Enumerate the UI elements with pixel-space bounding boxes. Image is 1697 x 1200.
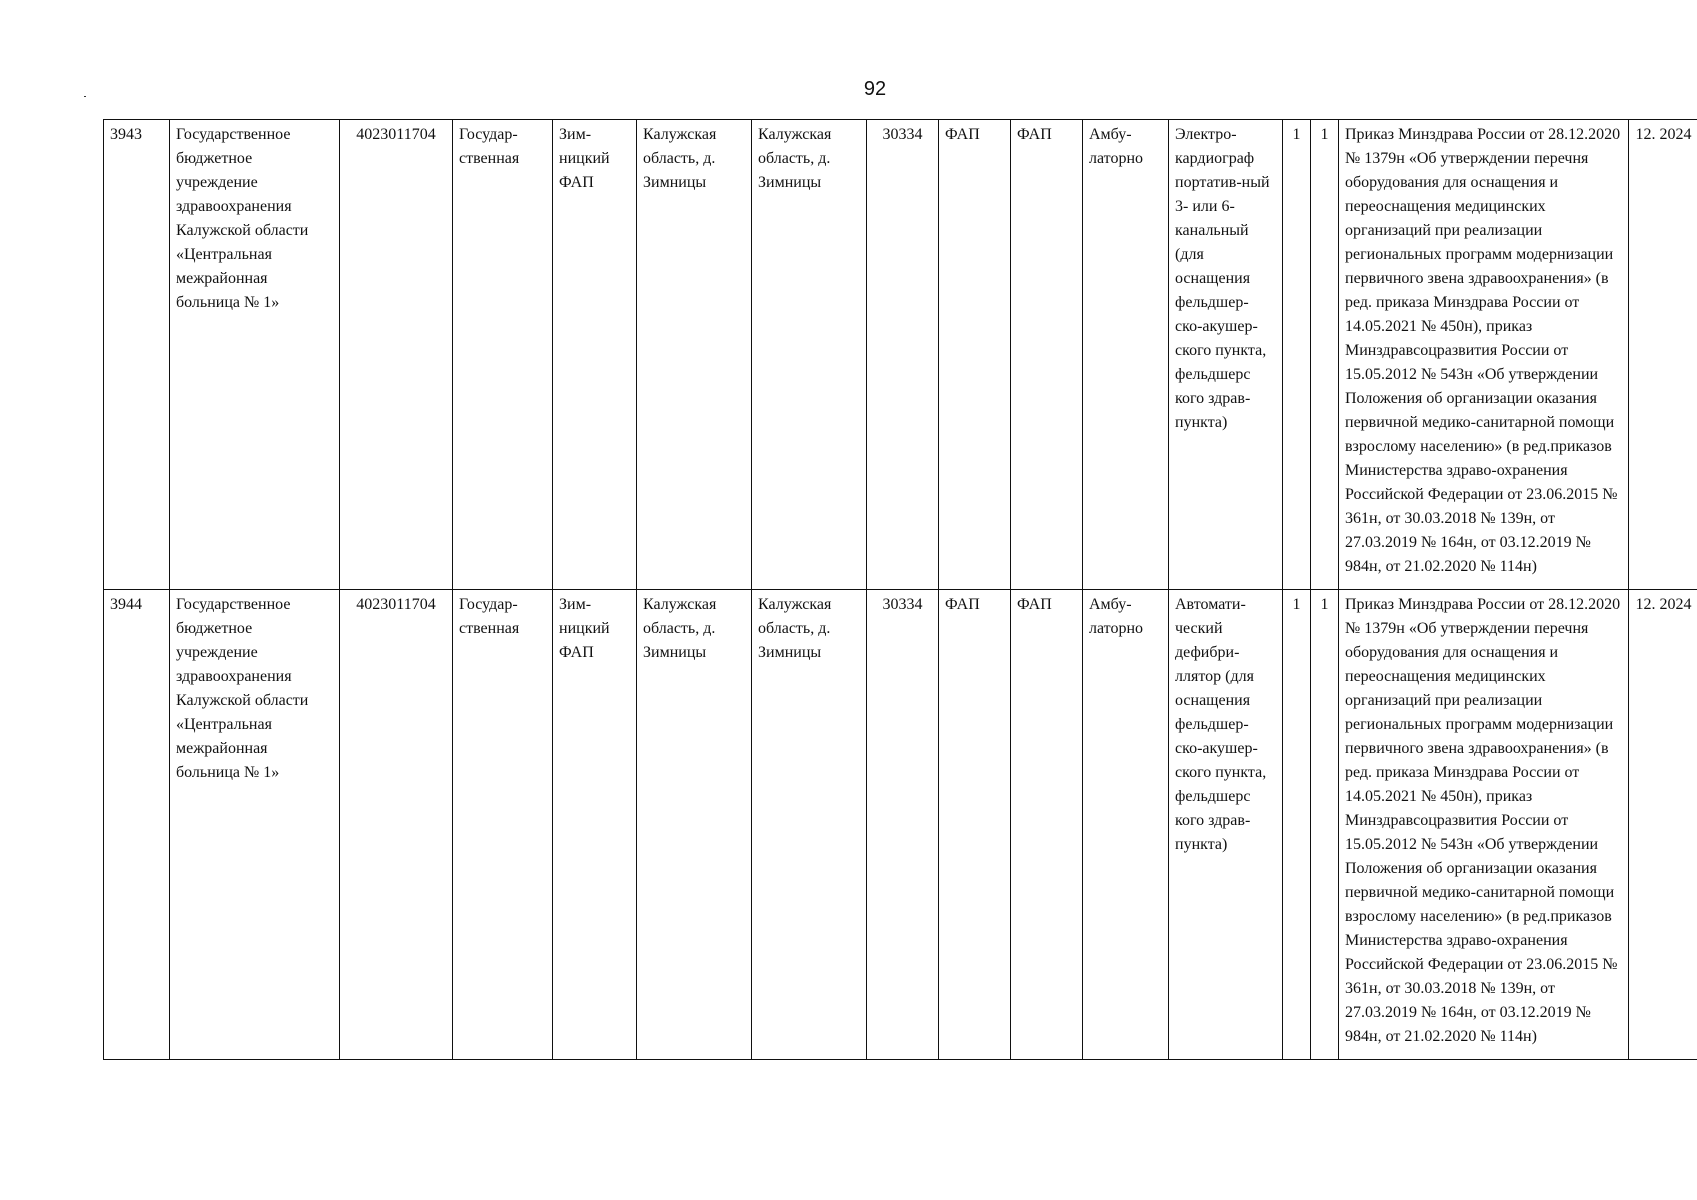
inn: 4023011704 (340, 590, 453, 1060)
delivery-date: 12. 2024 (1629, 120, 1697, 590)
address-secondary: Калужская область, д. Зимницы (752, 120, 867, 590)
ownership: Государ-ственная (453, 120, 553, 590)
quantity-total: 1 (1311, 120, 1339, 590)
table-row (104, 590, 1697, 1060)
quantity-planned: 1 (1283, 590, 1311, 1060)
quantity-total: 1 (1311, 590, 1339, 1060)
delivery-date: 12. 2024 (1629, 590, 1697, 1060)
subdivision: Зим-ницкий ФАП (553, 590, 637, 1060)
facility-type: ФАП (939, 120, 1011, 590)
facility-subtype: ФАП (1011, 590, 1083, 1060)
legal-basis: Приказ Минздрава России от 28.12.2020 № 1379н «Об утверждении перечня оборудования для оснащения и переоснащения медицинских организаций при реализации региональных программ модернизации первичного звена здравоохранения» (в ред. приказа Минздрава России от 14.05.2021 № 450н), приказ Минздравсоцразвития России от 15.05.2012 № 543н «Об утверждении Положения об организации оказания первичной медико-санитарной помощи взрослому населению» (в ред.приказов Министерства здраво-охранения Российской Федерации от 23.06.2015 № 361н, от 30.03.2018 № 139н, от 27.03.2019 № 164н, от 03.12.2019 № 984н, от 21.02.2020 № 114н) (1339, 590, 1629, 1060)
territory-code: 30334 (867, 590, 939, 1060)
organization-name: Государственное бюджетное учреждение здравоохранения Калужской области «Центральная межрайонная больница № 1» (170, 120, 340, 590)
facility-type: ФАП (939, 590, 1011, 1060)
equipment-registry-table (103, 119, 1697, 1060)
care-condition: Амбу-латорно (1083, 590, 1169, 1060)
legal-basis: Приказ Минздрава России от 28.12.2020 № 1379н «Об утверждении перечня оборудования для оснащения и переоснащения медицинских организаций при реализации региональных программ модернизации первичного звена здравоохранения» (в ред. приказа Минздрава России от 14.05.2021 № 450н), приказ Минздравсоцразвития России от 15.05.2012 № 543н «Об утверждении Положения об организации оказания первичной медико-санитарной помощи взрослому населению» (в ред.приказов Министерства здраво-охранения Российской Федерации от 23.06.2015 № 361н, от 30.03.2018 № 139н, от 27.03.2019 № 164н, от 03.12.2019 № 984н, от 21.02.2020 № 114н) (1339, 120, 1629, 590)
address-primary: Калужская область, д. Зимницы (637, 590, 752, 1060)
equipment-name: Автомати-ческий дефибри-ллятор (для оснащения фельдшер-ско-акушер-ского пункта, фельдшерс кого здрав-пункта) (1169, 590, 1283, 1060)
page-number: 92 (863, 78, 887, 100)
facility-subtype: ФАП (1011, 120, 1083, 590)
address-secondary: Калужская область, д. Зимницы (752, 590, 867, 1060)
table-row (104, 120, 1697, 590)
address-primary: Калужская область, д. Зимницы (637, 120, 752, 590)
organization-name: Государственное бюджетное учреждение здравоохранения Калужской области «Центральная межрайонная больница № 1» (170, 590, 340, 1060)
row-id: 3944 (104, 590, 170, 1060)
subdivision: Зим-ницкий ФАП (553, 120, 637, 590)
inn: 4023011704 (340, 120, 453, 590)
territory-code: 30334 (867, 120, 939, 590)
equipment-name: Электро-кардиограф портатив-ный 3- или 6-канальный (для оснащения фельдшер-ско-акушер-ского пункта, фельдшерс кого здрав-пункта) (1169, 120, 1283, 590)
quantity-planned: 1 (1283, 120, 1311, 590)
row-id: 3943 (104, 120, 170, 590)
care-condition: Амбу-латорно (1083, 120, 1169, 590)
ownership: Государ-ственная (453, 590, 553, 1060)
